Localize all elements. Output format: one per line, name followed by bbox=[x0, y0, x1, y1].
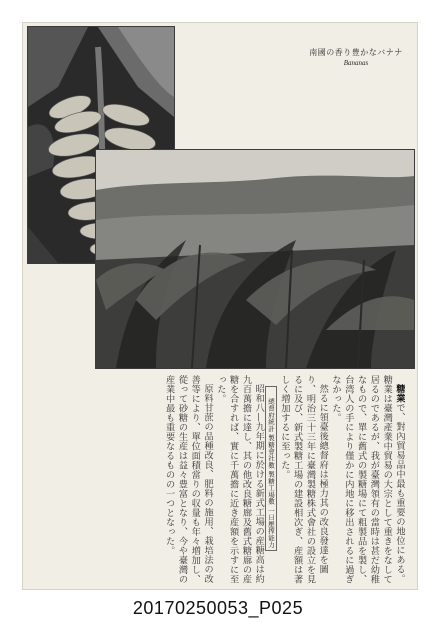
document-page bbox=[22, 22, 418, 590]
page-identifier: 20170250053_P025 bbox=[132, 598, 304, 618]
photo-caption bbox=[301, 47, 411, 67]
statistics-inset: 總督府統計 製糖會社數 製糖工場數 一日壓搾能力 bbox=[265, 386, 277, 551]
paragraph-3: 昭和八—九年期に於ける新式工場の産糖高は約九百萬擔に達し、其の他改良糖廍及舊式糖廍の産糖を合すれば、實に千萬擔に近き産額を示すに至った。 bbox=[214, 375, 265, 584]
paragraph-1-text: で、對內貿易品中最も重要の地位にある。糖業は臺灣產業中貿易の大宗として重きをなして居るのであるが、我が臺灣領有の當時は甚だ幼稚なもので、單に舊式の製糖場にて粗製品を製し、台湾人の手により僅かに内地に移出されるに過ぎなかった。 bbox=[330, 375, 405, 584]
paragraph-4: 原料甘蔗の品種改良、肥料の施用、栽培法の改善等により、單位面積當りの収量も年々増加し、從って砂糖の生産は益々豊富となり、今や臺灣の産業中最も重要なるものの一つとなった。 bbox=[163, 375, 214, 584]
article-body bbox=[45, 375, 405, 585]
banana-plantation-photo bbox=[95, 149, 415, 369]
paragraph-2: 然るに領臺後總督府は極力其の改良發達を圖り、明治三十三年に臺灣製糖株式會社の設立を見るに及び、新式製糖工場の建設相次ぎ、産額は著しく増加するに至った。 bbox=[278, 375, 329, 584]
inset-table-row bbox=[264, 375, 277, 585]
caption-japanese: 南國の香り豊かなバナナ bbox=[309, 48, 403, 57]
caption-english: Bananas bbox=[343, 59, 369, 67]
paragraph-1 bbox=[328, 375, 405, 585]
section-heading: 糖業 bbox=[394, 384, 405, 404]
